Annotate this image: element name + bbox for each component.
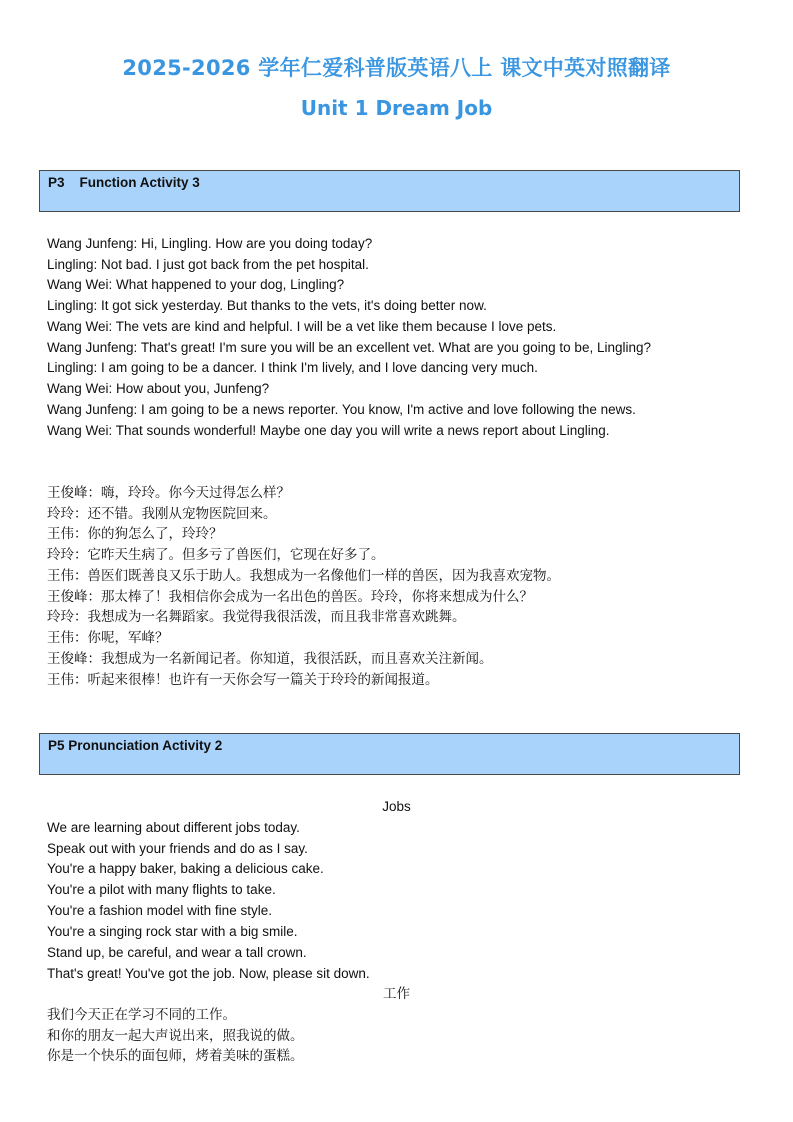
poem-line-en: You're a singing rock star with a big smile. bbox=[47, 924, 298, 939]
poem-line-en: You're a pilot with many flights to take. bbox=[47, 882, 276, 897]
dialogue-line-en: Wang Wei: That sounds wonderful! Maybe one day you will write a news report about Lingling. bbox=[47, 423, 610, 438]
section-header-pronunciation-activity bbox=[39, 733, 740, 775]
poem-line-en: You're a fashion model with fine style. bbox=[47, 903, 272, 918]
dialogue-line-zh: 王伟：你呢，军峰？ bbox=[47, 630, 169, 646]
dialogue-line-zh: 玲玲：我想成为一名舞蹈家。我觉得我很活泼，而且我非常喜欢跳舞。 bbox=[47, 609, 466, 625]
poem-line-en: You're a happy baker, baking a delicious cake. bbox=[47, 861, 324, 876]
poem-title-zh: 工作 bbox=[383, 986, 410, 1002]
dialogue-line-en: Lingling: I am going to be a dancer. I think I'm lively, and I love dancing very much. bbox=[47, 360, 538, 375]
document-title: 2025-2026 学年仁爱科普版英语八上 课文中英对照翻译 bbox=[122, 56, 671, 80]
dialogue-line-zh: 王俊峰：我想成为一名新闻记者。你知道，我很活跃，而且喜欢关注新闻。 bbox=[47, 651, 493, 667]
poem-title-en: Jobs bbox=[382, 799, 411, 814]
poem-line-en: That's great! You've got the job. Now, please sit down. bbox=[47, 966, 370, 981]
dialogue-line-zh: 王俊峰：嗨，玲玲。你今天过得怎么样？ bbox=[47, 485, 290, 501]
section-label: P3 Function Activity 3 bbox=[48, 175, 200, 190]
poem-line-en: We are learning about different jobs today. bbox=[47, 820, 300, 835]
dialogue-line-en: Wang Junfeng: That's great! I'm sure you will be an excellent vet. What are you going to be, Lingling? bbox=[47, 340, 651, 355]
dialogue-line-en: Wang Wei: The vets are kind and helpful. I will be a vet like them because I love pets. bbox=[47, 319, 557, 334]
dialogue-line-en: Lingling: It got sick yesterday. But thanks to the vets, it's doing better now. bbox=[47, 298, 487, 313]
dialogue-line-zh: 王俊峰：那太棒了！我相信你会成为一名出色的兽医。玲玲，你将来想成为什么？ bbox=[47, 589, 533, 605]
poem-line-en: Stand up, be careful, and wear a tall crown. bbox=[47, 945, 307, 960]
section-label: P5 Pronunciation Activity 2 bbox=[48, 738, 223, 753]
dialogue-line-en: Wang Wei: How about you, Junfeng? bbox=[47, 381, 270, 396]
dialogue-line-en: Wang Wei: What happened to your dog, Lingling? bbox=[47, 277, 345, 292]
poem-line-en: Speak out with your friends and do as I say. bbox=[47, 841, 308, 856]
dialogue-line-zh: 王伟：听起来很棒！也许有一天你会写一篇关于玲玲的新闻报道。 bbox=[47, 672, 439, 688]
poem-line-zh: 和你的朋友一起大声说出来，照我说的做。 bbox=[47, 1028, 304, 1044]
dialogue-line-zh: 玲玲：它昨天生病了。但多亏了兽医们，它现在好多了。 bbox=[47, 547, 385, 563]
dialogue-line-en: Wang Junfeng: Hi, Lingling. How are you doing today? bbox=[47, 236, 373, 251]
dialogue-line-zh: 王伟：你的狗怎么了，玲玲？ bbox=[47, 526, 223, 542]
unit-title: Unit 1 Dream Job bbox=[300, 96, 493, 120]
dialogue-line-en: Wang Junfeng: I am going to be a news reporter. You know, I'm active and love following the news. bbox=[47, 402, 636, 417]
dialogue-line-en: Lingling: Not bad. I just got back from the pet hospital. bbox=[47, 257, 369, 272]
poem-line-zh: 我们今天正在学习不同的工作。 bbox=[47, 1007, 236, 1023]
section-header-function-activity bbox=[39, 170, 740, 212]
dialogue-line-zh: 玲玲：还不错。我刚从宠物医院回来。 bbox=[47, 506, 277, 522]
poem-line-zh: 你是一个快乐的面包师，烤着美味的蛋糕。 bbox=[47, 1048, 304, 1064]
dialogue-line-zh: 王伟：兽医们既善良又乐于助人。我想成为一名像他们一样的兽医，因为我喜欢宠物。 bbox=[47, 568, 560, 584]
